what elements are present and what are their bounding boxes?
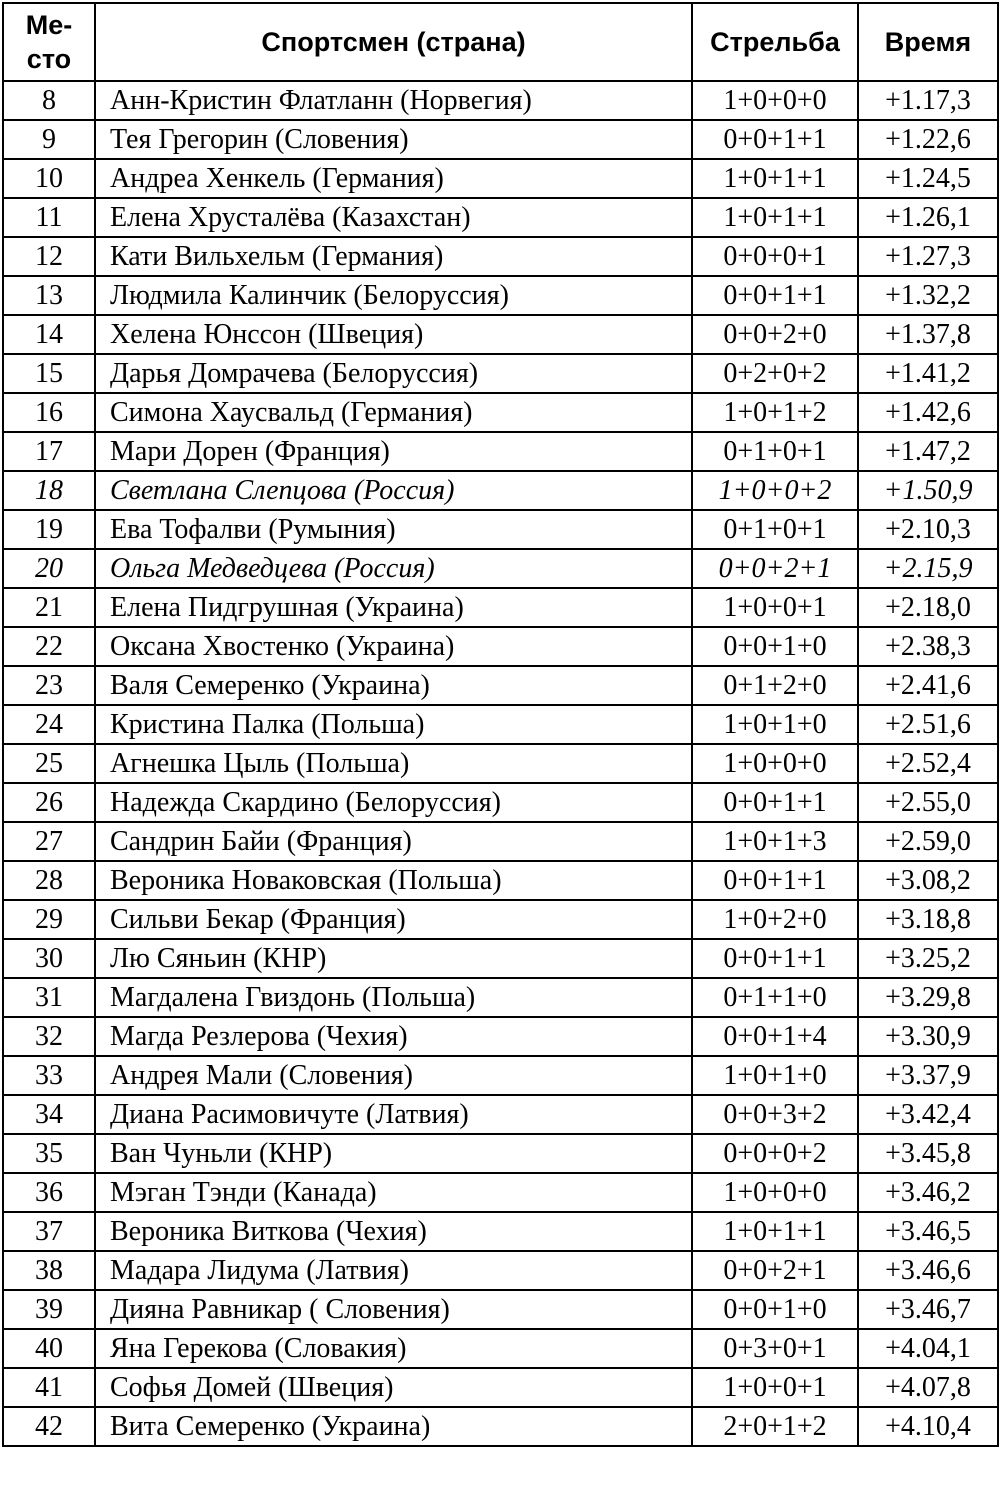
place-cell: 38 — [3, 1251, 95, 1290]
shooting-cell: 1+0+1+1 — [692, 159, 858, 198]
shooting-cell: 0+1+2+0 — [692, 666, 858, 705]
shooting-cell: 0+0+1+1 — [692, 939, 858, 978]
athlete-cell: Хелена Юнссон (Швеция) — [95, 315, 692, 354]
athlete-cell: Вероника Виткова (Чехия) — [95, 1212, 692, 1251]
time-cell: +1.32,2 — [858, 276, 998, 315]
shooting-cell: 0+1+0+1 — [692, 432, 858, 471]
place-cell: 13 — [3, 276, 95, 315]
table-row — [3, 1017, 998, 1056]
header-athlete: Спортсмен (страна) — [95, 3, 692, 81]
time-cell: +3.46,6 — [858, 1251, 998, 1290]
place-cell: 20 — [3, 549, 95, 588]
shooting-cell: 0+0+3+2 — [692, 1095, 858, 1134]
shooting-cell: 1+0+1+1 — [692, 198, 858, 237]
table-row — [3, 822, 998, 861]
shooting-cell: 0+0+1+1 — [692, 783, 858, 822]
time-cell: +1.41,2 — [858, 354, 998, 393]
shooting-cell: 0+1+1+0 — [692, 978, 858, 1017]
athlete-cell: Мадара Лидума (Латвия) — [95, 1251, 692, 1290]
time-cell: +3.46,7 — [858, 1290, 998, 1329]
time-cell: +3.46,5 — [858, 1212, 998, 1251]
place-cell: 26 — [3, 783, 95, 822]
time-cell: +3.42,4 — [858, 1095, 998, 1134]
athlete-cell: Светлана Слепцова (Россия) — [95, 471, 692, 510]
athlete-cell: Андреа Хенкель (Германия) — [95, 159, 692, 198]
athlete-cell: Ольга Медведцева (Россия) — [95, 549, 692, 588]
time-cell: +3.25,2 — [858, 939, 998, 978]
time-cell: +3.29,8 — [858, 978, 998, 1017]
place-cell: 39 — [3, 1290, 95, 1329]
athlete-cell: Тея Грегорин (Словения) — [95, 120, 692, 159]
athlete-cell: Сильви Бекар (Франция) — [95, 900, 692, 939]
place-cell: 22 — [3, 627, 95, 666]
table-row — [3, 1212, 998, 1251]
shooting-cell: 0+0+2+1 — [692, 549, 858, 588]
shooting-cell: 0+0+1+4 — [692, 1017, 858, 1056]
time-cell: +1.37,8 — [858, 315, 998, 354]
place-cell: 34 — [3, 1095, 95, 1134]
athlete-cell: Лю Сяньин (КНР) — [95, 939, 692, 978]
shooting-cell: 1+0+1+0 — [692, 705, 858, 744]
header-place-text: Ме- сто — [25, 10, 73, 74]
place-cell: 29 — [3, 900, 95, 939]
shooting-cell: 0+0+1+1 — [692, 276, 858, 315]
athlete-cell: Агнешка Цыль (Польша) — [95, 744, 692, 783]
place-cell: 25 — [3, 744, 95, 783]
time-cell: +2.38,3 — [858, 627, 998, 666]
time-cell: +3.45,8 — [858, 1134, 998, 1173]
table-row — [3, 549, 998, 588]
time-cell: +2.41,6 — [858, 666, 998, 705]
place-cell: 37 — [3, 1212, 95, 1251]
shooting-cell: 2+0+1+2 — [692, 1407, 858, 1446]
place-cell: 10 — [3, 159, 95, 198]
place-cell: 9 — [3, 120, 95, 159]
table-row — [3, 198, 998, 237]
athlete-cell: Андрея Мали (Словения) — [95, 1056, 692, 1095]
time-cell: +1.22,6 — [858, 120, 998, 159]
place-cell: 18 — [3, 471, 95, 510]
place-cell: 35 — [3, 1134, 95, 1173]
place-cell: 24 — [3, 705, 95, 744]
athlete-cell: Надежда Скардино (Белоруссия) — [95, 783, 692, 822]
table-row — [3, 81, 998, 120]
table-row — [3, 588, 998, 627]
place-cell: 11 — [3, 198, 95, 237]
athlete-cell: Анн-Кристин Флатланн (Норвегия) — [95, 81, 692, 120]
table-row — [3, 471, 998, 510]
athlete-cell: Кати Вильхельм (Германия) — [95, 237, 692, 276]
shooting-cell: 1+0+0+0 — [692, 1173, 858, 1212]
table-row — [3, 1056, 998, 1095]
shooting-cell: 0+0+2+1 — [692, 1251, 858, 1290]
place-cell: 31 — [3, 978, 95, 1017]
athlete-cell: Ева Тофалви (Румыния) — [95, 510, 692, 549]
table-row — [3, 1368, 998, 1407]
table-row — [3, 1134, 998, 1173]
table-row — [3, 120, 998, 159]
time-cell: +3.18,8 — [858, 900, 998, 939]
shooting-cell: 0+0+1+0 — [692, 627, 858, 666]
table-row — [3, 354, 998, 393]
header-row — [3, 3, 998, 81]
time-cell: +1.27,3 — [858, 237, 998, 276]
table-row — [3, 1251, 998, 1290]
table-row — [3, 237, 998, 276]
place-cell: 30 — [3, 939, 95, 978]
place-cell: 41 — [3, 1368, 95, 1407]
time-cell: +2.15,9 — [858, 549, 998, 588]
time-cell: +4.07,8 — [858, 1368, 998, 1407]
time-cell: +2.59,0 — [858, 822, 998, 861]
place-cell: 15 — [3, 354, 95, 393]
place-cell: 40 — [3, 1329, 95, 1368]
place-cell: 32 — [3, 1017, 95, 1056]
athlete-cell: Оксана Хвостенко (Украина) — [95, 627, 692, 666]
time-cell: +1.42,6 — [858, 393, 998, 432]
athlete-cell: Магдалена Гвиздонь (Польша) — [95, 978, 692, 1017]
shooting-cell: 0+0+1+1 — [692, 120, 858, 159]
athlete-cell: Ван Чуньли (КНР) — [95, 1134, 692, 1173]
athlete-cell: Вита Семеренко (Украина) — [95, 1407, 692, 1446]
table-row — [3, 666, 998, 705]
time-cell: +3.37,9 — [858, 1056, 998, 1095]
place-cell: 16 — [3, 393, 95, 432]
results-table — [2, 2, 999, 1447]
time-cell: +1.24,5 — [858, 159, 998, 198]
athlete-cell: Мэган Тэнди (Канада) — [95, 1173, 692, 1212]
shooting-cell: 1+0+0+2 — [692, 471, 858, 510]
place-cell: 42 — [3, 1407, 95, 1446]
shooting-cell: 0+1+0+1 — [692, 510, 858, 549]
athlete-cell: Мари Дорен (Франция) — [95, 432, 692, 471]
time-cell: +2.10,3 — [858, 510, 998, 549]
time-cell: +4.10,4 — [858, 1407, 998, 1446]
shooting-cell: 1+0+1+1 — [692, 1212, 858, 1251]
shooting-cell: 0+0+0+2 — [692, 1134, 858, 1173]
time-cell: +3.08,2 — [858, 861, 998, 900]
table-row — [3, 861, 998, 900]
shooting-cell: 1+0+0+0 — [692, 744, 858, 783]
table-row — [3, 1290, 998, 1329]
shooting-cell: 1+0+0+1 — [692, 1368, 858, 1407]
table-row — [3, 393, 998, 432]
table-row — [3, 432, 998, 471]
athlete-cell: Дарья Домрачева (Белоруссия) — [95, 354, 692, 393]
time-cell: +3.30,9 — [858, 1017, 998, 1056]
table-row — [3, 1407, 998, 1446]
shooting-cell: 1+0+1+3 — [692, 822, 858, 861]
table-row — [3, 900, 998, 939]
time-cell: +1.47,2 — [858, 432, 998, 471]
table-row — [3, 783, 998, 822]
place-cell: 27 — [3, 822, 95, 861]
place-cell: 28 — [3, 861, 95, 900]
shooting-cell: 1+0+0+0 — [692, 81, 858, 120]
time-cell: +2.51,6 — [858, 705, 998, 744]
shooting-cell: 1+0+1+2 — [692, 393, 858, 432]
shooting-cell: 0+0+2+0 — [692, 315, 858, 354]
table-header — [3, 3, 998, 81]
table-row — [3, 744, 998, 783]
place-cell: 23 — [3, 666, 95, 705]
time-cell: +3.46,2 — [858, 1173, 998, 1212]
athlete-cell: Софья Домей (Швеция) — [95, 1368, 692, 1407]
time-cell: +2.52,4 — [858, 744, 998, 783]
shooting-cell: 0+0+1+0 — [692, 1290, 858, 1329]
shooting-cell: 1+0+2+0 — [692, 900, 858, 939]
shooting-cell: 0+2+0+2 — [692, 354, 858, 393]
time-cell: +2.18,0 — [858, 588, 998, 627]
time-cell: +1.26,1 — [858, 198, 998, 237]
shooting-cell: 1+0+1+0 — [692, 1056, 858, 1095]
shooting-cell: 1+0+0+1 — [692, 588, 858, 627]
athlete-cell: Валя Семеренко (Украина) — [95, 666, 692, 705]
time-cell: +1.50,9 — [858, 471, 998, 510]
table-row — [3, 276, 998, 315]
place-cell: 8 — [3, 81, 95, 120]
header-shooting: Стрельба — [692, 3, 858, 81]
table-row — [3, 510, 998, 549]
athlete-cell: Дияна Равникар ( Словения) — [95, 1290, 692, 1329]
time-cell: +1.17,3 — [858, 81, 998, 120]
athlete-cell: Елена Хрусталёва (Казахстан) — [95, 198, 692, 237]
table-body — [3, 81, 998, 1446]
shooting-cell: 0+3+0+1 — [692, 1329, 858, 1368]
table-row — [3, 315, 998, 354]
athlete-cell: Елена Пидгрушная (Украина) — [95, 588, 692, 627]
table-row — [3, 1173, 998, 1212]
athlete-cell: Магда Резлерова (Чехия) — [95, 1017, 692, 1056]
time-cell: +2.55,0 — [858, 783, 998, 822]
athlete-cell: Кристина Палка (Польша) — [95, 705, 692, 744]
header-time: Время — [858, 3, 998, 81]
athlete-cell: Яна Герекова (Словакия) — [95, 1329, 692, 1368]
table-row — [3, 159, 998, 198]
athlete-cell: Симона Хаусвальд (Германия) — [95, 393, 692, 432]
time-cell: +4.04,1 — [858, 1329, 998, 1368]
place-cell: 19 — [3, 510, 95, 549]
place-cell: 14 — [3, 315, 95, 354]
table-row — [3, 627, 998, 666]
place-cell: 12 — [3, 237, 95, 276]
table-row — [3, 1329, 998, 1368]
table-row — [3, 1095, 998, 1134]
place-cell: 33 — [3, 1056, 95, 1095]
athlete-cell: Вероника Новаковская (Польша) — [95, 861, 692, 900]
header-place — [3, 3, 95, 81]
table-row — [3, 939, 998, 978]
athlete-cell: Сандрин Байи (Франция) — [95, 822, 692, 861]
shooting-cell: 0+0+1+1 — [692, 861, 858, 900]
place-cell: 21 — [3, 588, 95, 627]
shooting-cell: 0+0+0+1 — [692, 237, 858, 276]
place-cell: 36 — [3, 1173, 95, 1212]
table-row — [3, 705, 998, 744]
athlete-cell: Диана Расимовичуте (Латвия) — [95, 1095, 692, 1134]
table-row — [3, 978, 998, 1017]
athlete-cell: Людмила Калинчик (Белоруссия) — [95, 276, 692, 315]
place-cell: 17 — [3, 432, 95, 471]
